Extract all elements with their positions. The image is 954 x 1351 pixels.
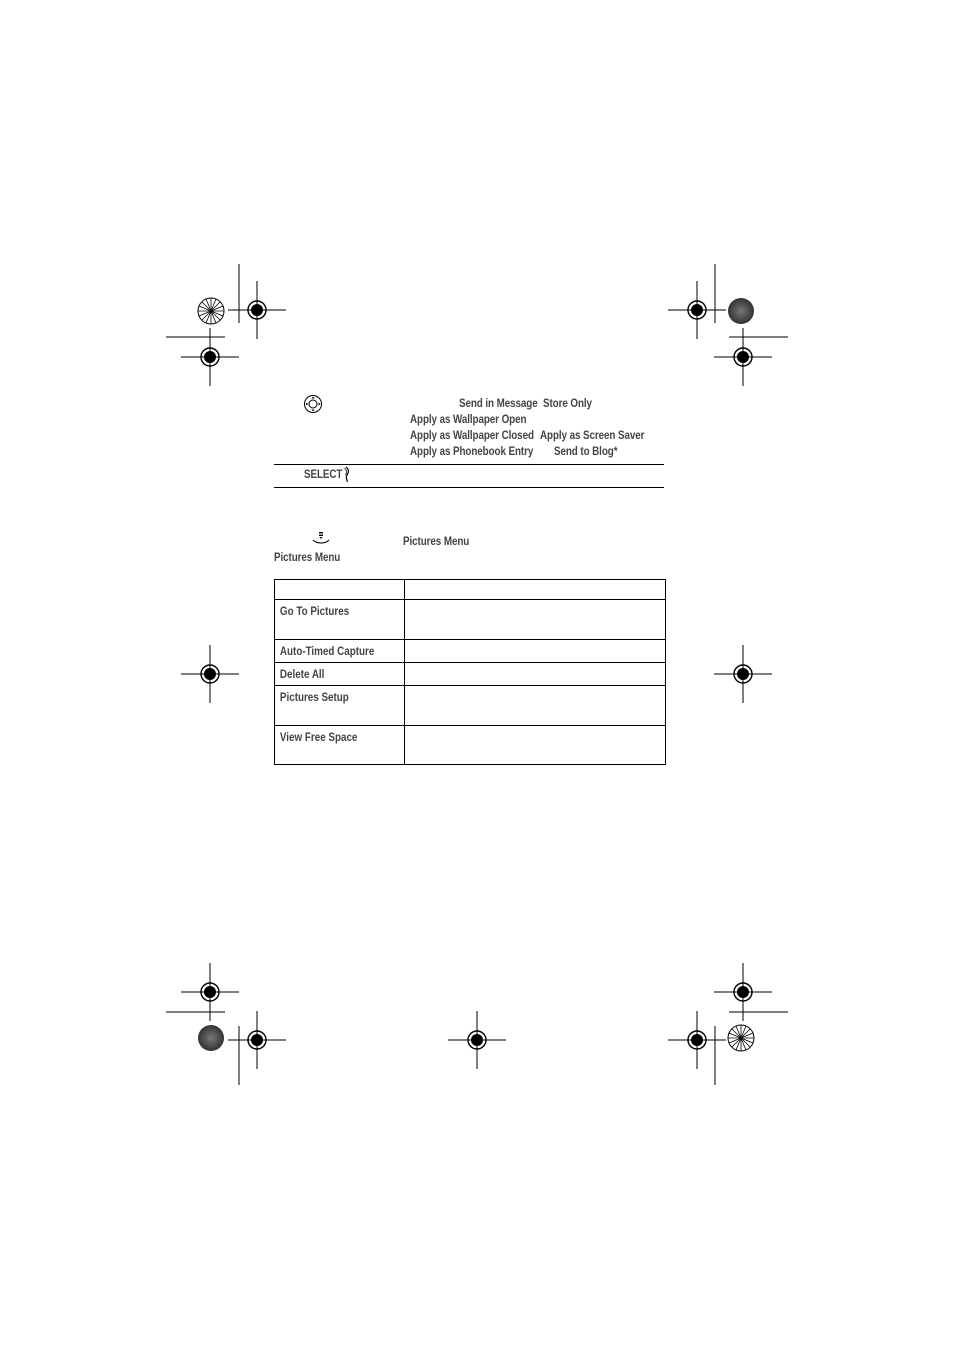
table-cell	[275, 726, 405, 765]
registration-mark-icon	[228, 1011, 286, 1069]
registration-mark-icon	[448, 1011, 506, 1069]
option-store-only: Store Only	[543, 396, 592, 410]
pictures-menu-ref: Pictures Menu	[403, 534, 470, 548]
smart-key-icon	[342, 466, 351, 483]
table-divider	[274, 487, 664, 488]
nav-key-icon	[303, 394, 323, 414]
table-header-cell	[405, 580, 666, 600]
menu-item-pictures-setup: Pictures Setup	[279, 690, 349, 704]
table-cell	[275, 600, 405, 640]
table-cell	[405, 726, 666, 765]
menu-key-icon	[311, 531, 331, 546]
table-header-cell	[275, 580, 405, 600]
table-header-row	[275, 580, 666, 600]
table-row	[275, 640, 666, 663]
table-cell	[275, 663, 405, 686]
table-divider	[274, 464, 664, 465]
menu-item-delete-all: Delete All	[279, 667, 325, 681]
option-send-in-message: Send in Message	[459, 396, 538, 410]
color-wheel-icon	[198, 1025, 224, 1051]
select-key-label: SELECT	[304, 467, 343, 481]
pictures-menu-table	[274, 579, 666, 765]
table-cell	[405, 663, 666, 686]
menu-item-go-to-pictures: Go To Pictures	[279, 604, 350, 618]
menu-item-view-free-space: View Free Space	[279, 730, 358, 744]
registration-mark-icon	[228, 281, 286, 339]
option-apply-wallpaper-closed: Apply as Wallpaper Closed	[410, 428, 534, 442]
table-cell	[405, 600, 666, 640]
table-row	[275, 686, 666, 726]
color-wheel-icon	[728, 298, 754, 324]
menu-item-auto-timed-capture: Auto-Timed Capture	[279, 644, 375, 658]
option-apply-screen-saver: Apply as Screen Saver	[540, 428, 645, 442]
color-wheel-icon	[198, 298, 224, 324]
option-send-to-blog: Send to Blog*	[554, 444, 618, 458]
table-cell	[275, 640, 405, 663]
option-apply-phonebook-entry: Apply as Phonebook Entry	[410, 444, 534, 458]
pictures-menu-ref: Pictures Menu	[274, 550, 341, 564]
color-wheel-icon	[728, 1025, 754, 1051]
registration-mark-icon	[668, 281, 726, 339]
table-cell	[275, 686, 405, 726]
table-cell	[405, 640, 666, 663]
table-row	[275, 600, 666, 640]
registration-mark-icon	[668, 1011, 726, 1069]
option-apply-wallpaper-open: Apply as Wallpaper Open	[410, 412, 527, 426]
table-row	[275, 726, 666, 765]
registration-mark-icon	[181, 645, 239, 703]
table-cell	[405, 686, 666, 726]
table-row	[275, 663, 666, 686]
registration-mark-icon	[714, 645, 772, 703]
